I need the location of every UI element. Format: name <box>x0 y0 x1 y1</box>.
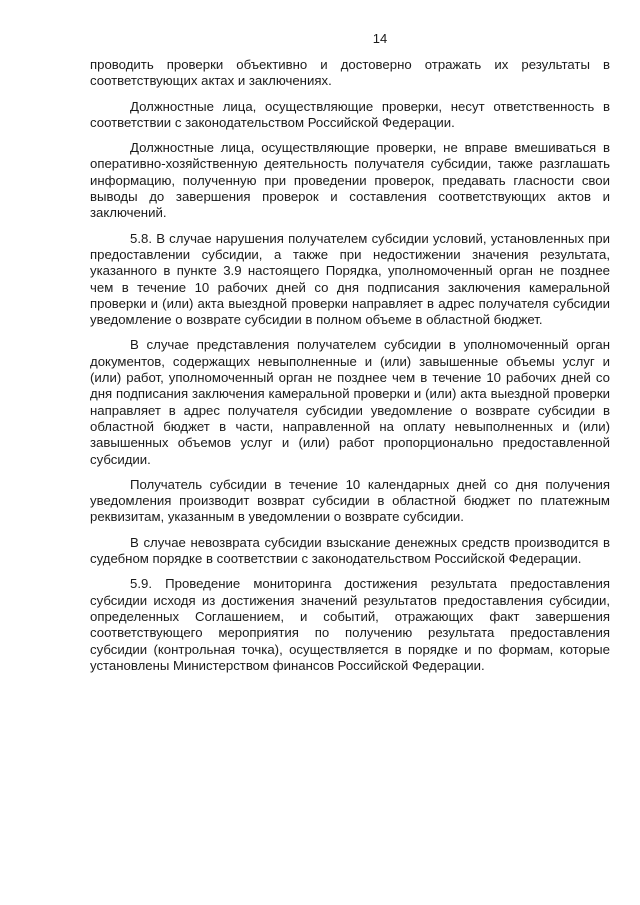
paragraph-5-9: 5.9. Проведение мониторинга достижения результата предоставления субсидии исходя из достижения значений результатов предоставления субсидии, определенных Соглашением, и событий, отражающих факт завершения соответствующего мероприятия по получению результата предоставления субсидии (контрольная точка), осуществляется в порядке и по формам, которые установлены Министерством финансов Российской Федерации. <box>90 576 610 673</box>
paragraph-non-interference: Должностные лица, осуществляющие проверки, не вправе вмешиваться в оперативно-хозяйственную деятельность получателя субсидии, также разглашать информацию, полученную при проведении проверок, предавать гласности свои выводы до завершения проверок и составления соответствующих актов и заключений. <box>90 140 610 221</box>
page-number: 14 <box>372 31 388 46</box>
paragraph-continuation: проводить проверки объективно и достоверно отражать их результаты в соответствующих актах и заключениях. <box>90 57 610 89</box>
paragraph-5-8: 5.8. В случае нарушения получателем субсидии условий, установленных при предоставлении субсидии, а также при недостижении значения результата, указанного в пункте 3.9 настоящего Порядка, уполномоченный орган не позднее чем в течение 10 рабочих дней со дня подписания заключения камеральной проверки и (или) акта выездной проверки направляет в адрес получателя субсидии уведомление о возврате субсидии в полном объеме в областной бюджет. <box>90 230 610 328</box>
paragraph-responsibility: Должностные лица, осуществляющие проверки, несут ответственность в соответствии с законодательством Российской Федерации. <box>90 98 610 130</box>
paragraph-court-recovery: В случае невозврата субсидии взыскание денежных средств производится в судебном порядке в соответствии с законодательством Российской Федерации. <box>90 534 610 567</box>
paragraph-partial-return: В случае представления получателем субсидии в уполномоченный орган документов, содержащих невыполненные и (или) завышенные объемы услуг и (или) работ, уполномоченный орган не позднее чем в течение 10 рабочих дней со дня подписания заключения камеральной проверки и (или) акта выездной проверки направляет в адрес получателя субсидии уведомление о возврате субсидии в областной бюджет в части, направленной на оплату невыполненных и (или) завышенных объемов услуг и (или) работ пропорционально предоставленной субсидии. <box>90 337 610 467</box>
paragraph-return-term: Получатель субсидии в течение 10 календарных дней со дня получения уведомления производит возврат субсидии в областной бюджет по платежным реквизитам, указанным в уведомлении о возврате субсидии. <box>90 476 610 525</box>
